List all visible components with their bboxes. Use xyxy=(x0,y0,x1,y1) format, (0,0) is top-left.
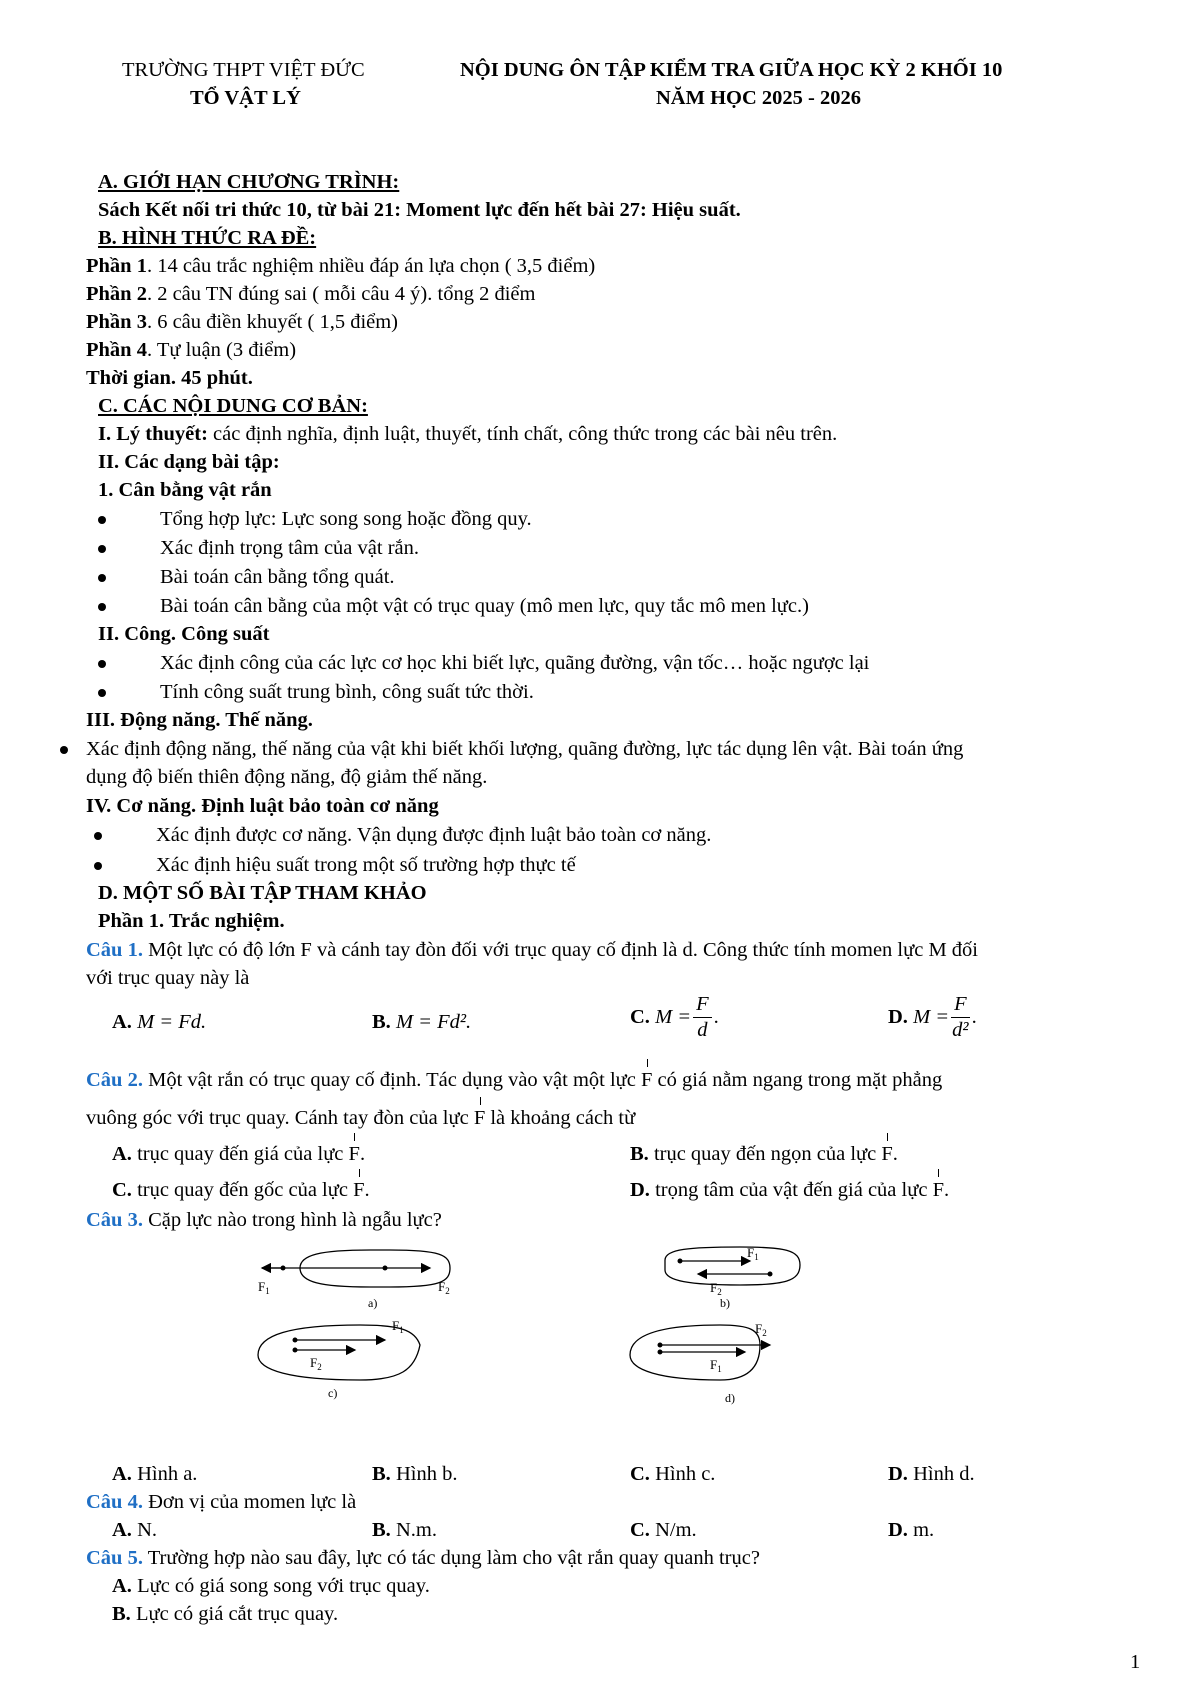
option-label: A. xyxy=(112,1575,132,1597)
denominator: d² xyxy=(952,1018,969,1041)
part1-heading: Phần 1. Trắc nghiệm. xyxy=(98,910,285,932)
question-text: Đơn vị của momen lực là xyxy=(142,1491,357,1513)
part-line xyxy=(86,310,398,335)
option-text: trục quay đến giá của lực xyxy=(131,1143,349,1165)
numerator: F xyxy=(951,994,970,1018)
option-text: trọng tâm của vật đến giá của lực xyxy=(649,1179,933,1201)
figure-label: $F_1$ xyxy=(258,1279,270,1296)
option-a xyxy=(112,1010,206,1035)
question-text: có giá nằm ngang trong mặt phẳng xyxy=(652,1069,943,1091)
list-item xyxy=(98,680,106,705)
figure-label: $F_1$ xyxy=(747,1245,759,1262)
bullet-icon xyxy=(94,862,102,870)
option-label: D. xyxy=(630,1179,650,1201)
bullet-icon xyxy=(98,660,106,668)
question-4 xyxy=(86,1490,356,1515)
option-c: C. M = $\frac{F}{d}$ . xyxy=(630,993,719,1041)
option-label: D. xyxy=(888,1463,908,1485)
list-item xyxy=(98,651,106,676)
list-item-text: Tổng hợp lực: Lực song song hoặc đồng quy. xyxy=(160,508,532,530)
part-line xyxy=(86,254,595,279)
section-a-heading: A. GIỚI HẠN CHƯƠNG TRÌNH: xyxy=(98,171,400,193)
punct: . xyxy=(943,1179,950,1201)
option-text: N/m. xyxy=(649,1519,697,1541)
list-item-text: Xác định động năng, thế năng của vật khi biết khối lượng, quãng đường, lực tác dụng lên vật. Bài toán ứng xyxy=(86,738,964,760)
figure-label: $F_1$ xyxy=(392,1318,404,1335)
page-number: 1 xyxy=(1130,1651,1141,1673)
group-2-heading: II. Công. Công suất xyxy=(98,623,270,645)
option-label: B. xyxy=(372,1519,391,1541)
question-label: Câu 4. xyxy=(86,1491,143,1513)
part-text: . 2 câu TN đúng sai ( mỗi câu 4 ý). tổng 2 điểm xyxy=(146,283,536,305)
question-label: Câu 5. xyxy=(86,1547,143,1569)
section-a-text: Sách Kết nối tri thức 10, từ bài 21: Moment lực đến hết bài 27: Hiệu suất. xyxy=(98,199,741,221)
question-1 xyxy=(86,938,978,963)
part-line xyxy=(86,338,296,363)
option-label: B. xyxy=(112,1603,131,1625)
force-vector: F xyxy=(348,1143,360,1165)
exam-time: Thời gian. 45 phút. xyxy=(86,367,253,389)
figure-label: $F_1$ xyxy=(710,1357,722,1374)
bullet-icon xyxy=(98,574,106,582)
question-text: Một lực có độ lớn F và cánh tay đòn đối với trục quay cố định là d. Công thức tính momen lực M đối xyxy=(142,939,979,961)
bullet-icon xyxy=(94,832,102,840)
question-label: Câu 3. xyxy=(86,1209,143,1231)
option-label: A. xyxy=(112,1011,132,1033)
option-d xyxy=(888,1518,934,1543)
option-text: Lực có giá song song với trục quay. xyxy=(131,1575,430,1597)
part-text: . 14 câu trắc nghiệm nhiều đáp án lựa chọn ( 3,5 điểm) xyxy=(146,255,596,277)
theory-label: I. Lý thuyết: xyxy=(98,423,208,445)
fraction xyxy=(693,994,712,1040)
denominator: d xyxy=(697,1018,708,1041)
option-label: A. xyxy=(112,1463,132,1485)
part-line xyxy=(86,282,535,307)
option-formula: M = xyxy=(913,1005,950,1028)
bullet-icon xyxy=(60,746,68,754)
group-3-heading: III. Động năng. Thế năng. xyxy=(86,709,313,731)
question-3 xyxy=(86,1208,442,1233)
force-vector: F xyxy=(353,1179,365,1201)
group-4-heading: IV. Cơ năng. Định luật bảo toàn cơ năng xyxy=(86,795,439,817)
option-formula: M = Fd². xyxy=(395,1011,472,1033)
list-item-text: Tính công suất trung bình, công suất tức thời. xyxy=(160,681,534,703)
bullet-icon xyxy=(98,545,106,553)
option-label: D. xyxy=(888,1005,908,1028)
list-item-text: Bài toán cân bằng tổng quát. xyxy=(160,566,395,588)
doc-title: NỘI DUNG ÔN TẬP KIỂM TRA GIỮA HỌC KỲ 2 KHỐI 10 xyxy=(460,59,1003,81)
question-5 xyxy=(86,1546,760,1571)
punct: . xyxy=(892,1143,898,1165)
part-text: . Tự luận (3 điểm) xyxy=(146,339,297,361)
list-item-text: Xác định trọng tâm của vật rắn. xyxy=(160,537,420,559)
option-c xyxy=(630,1518,697,1543)
figure-caption: a) xyxy=(368,1296,378,1310)
fraction xyxy=(951,994,970,1040)
option-text: trục quay đến ngọn của lực xyxy=(648,1143,882,1165)
option-a xyxy=(112,1574,430,1599)
option-label: A. xyxy=(112,1519,132,1541)
part-label: Phần 4 xyxy=(86,339,147,361)
question-text: Một vật rắn có trục quay cố định. Tác dụng vào vật một lực xyxy=(142,1069,642,1091)
list-item xyxy=(98,594,106,619)
question-text: là khoảng cách từ xyxy=(485,1107,636,1129)
part-label: Phần 3 xyxy=(86,311,147,333)
figure-label: $F_2$ xyxy=(438,1279,450,1296)
option-a xyxy=(112,1142,365,1167)
question-label: Câu 1. xyxy=(86,939,143,961)
figure-caption: c) xyxy=(328,1386,338,1400)
option-b xyxy=(372,1010,471,1035)
option-a xyxy=(112,1518,157,1543)
figure-caption: d) xyxy=(725,1391,735,1405)
option-b xyxy=(372,1518,437,1543)
option-b xyxy=(112,1602,338,1627)
list-item-text: Xác định được cơ năng. Vận dụng được định luật bảo toàn cơ năng. xyxy=(156,824,712,846)
force-vector: F xyxy=(641,1069,653,1091)
punct: . xyxy=(364,1179,370,1201)
force-vector: F xyxy=(881,1143,893,1165)
list-item-text: Xác định hiệu suất trong một số trường hợp thực tế xyxy=(156,854,576,876)
section-d-heading: D. MỘT SỐ BÀI TẬP THAM KHẢO xyxy=(98,882,427,904)
figure-label: $F_2$ xyxy=(710,1280,722,1297)
numerator: F xyxy=(693,994,712,1018)
list-item-text: dụng độ biến thiên động năng, độ giảm thế năng. xyxy=(86,766,488,788)
part-label: Phần 1 xyxy=(86,255,147,277)
option-text: Lực có giá cắt trục quay. xyxy=(130,1603,339,1625)
section-c-heading: C. CÁC NỘI DUNG CƠ BẢN: xyxy=(98,395,368,417)
bullet-icon xyxy=(98,603,106,611)
school-name: TRƯỜNG THPT VIỆT ĐỨC xyxy=(122,59,365,81)
option-label: B. xyxy=(372,1463,391,1485)
question-text xyxy=(86,1106,635,1131)
option-d: D. M = $\frac{F}{\text{d²}}$ . xyxy=(888,993,977,1041)
list-item xyxy=(60,737,68,762)
option-formula: M = Fd. xyxy=(137,1011,207,1033)
school-year: NĂM HỌC 2025 - 2026 xyxy=(656,87,861,109)
section-b-heading: B. HÌNH THỨC RA ĐỀ: xyxy=(98,227,317,249)
option-a xyxy=(112,1462,197,1487)
figure-caption: b) xyxy=(720,1296,730,1310)
option-d xyxy=(888,1462,975,1487)
option-label: B. xyxy=(372,1011,391,1033)
option-label: D. xyxy=(888,1519,908,1541)
question-text: vuông góc với trục quay. Cánh tay đòn của lực xyxy=(86,1107,474,1129)
part-label: Phần 2 xyxy=(86,283,147,305)
list-item xyxy=(94,823,102,848)
force-vector: F xyxy=(932,1179,944,1201)
bullet-icon xyxy=(98,689,106,697)
exercises-heading: II. Các dạng bài tập: xyxy=(98,451,280,473)
theory-line xyxy=(98,422,837,447)
option-text: trục quay đến gốc của lực xyxy=(131,1179,354,1201)
list-item xyxy=(94,853,102,878)
option-label: A. xyxy=(112,1143,132,1165)
option-label: B. xyxy=(630,1143,649,1165)
part-text: . 6 câu điền khuyết ( 1,5 điểm) xyxy=(146,311,399,333)
couple-figure xyxy=(240,1245,840,1420)
group-1-heading: 1. Cân bằng vật rắn xyxy=(98,479,272,501)
figure-label: $F_2$ xyxy=(310,1355,322,1372)
option-b xyxy=(630,1142,898,1167)
option-text: Hình b. xyxy=(390,1463,458,1485)
option-c xyxy=(630,1462,715,1487)
option-text: m. xyxy=(907,1519,935,1541)
question-text: Trường hợp nào sau đây, lực có tác dụng làm cho vật rắn quay quanh trục? xyxy=(142,1547,760,1569)
list-item xyxy=(98,507,106,532)
question-2 xyxy=(86,1068,942,1093)
option-b xyxy=(372,1462,457,1487)
option-formula: M = xyxy=(655,1005,692,1028)
option-text: Hình d. xyxy=(907,1463,975,1485)
option-text: Hình a. xyxy=(131,1463,198,1485)
option-label: C. xyxy=(630,1005,650,1028)
list-item-text: Xác định công của các lực cơ học khi biết lực, quãng đường, vận tốc… hoặc ngược lại xyxy=(160,652,870,674)
question-text: Cặp lực nào trong hình là ngẫu lực? xyxy=(142,1209,442,1231)
question-text: với trục quay này là xyxy=(86,967,250,989)
option-c xyxy=(112,1178,370,1203)
option-text: N. xyxy=(131,1519,157,1541)
list-item xyxy=(98,565,106,590)
list-item-text: Bài toán cân bằng của một vật có trục quay (mô men lực, quy tắc mô men lực.) xyxy=(160,595,809,617)
theory-text: các định nghĩa, định luật, thuyết, tính chất, công thức trong các bài nêu trên. xyxy=(207,423,838,445)
bullet-icon xyxy=(98,516,106,524)
option-text: Hình c. xyxy=(649,1463,716,1485)
option-d xyxy=(630,1178,949,1203)
department-name: TỔ VẬT LÝ xyxy=(190,87,301,109)
option-label: C. xyxy=(630,1519,650,1541)
option-label: C. xyxy=(112,1179,132,1201)
option-label: C. xyxy=(630,1463,650,1485)
force-vector: F xyxy=(473,1107,486,1129)
punct: . xyxy=(359,1143,366,1165)
figure-label: $F_2$ xyxy=(755,1321,767,1338)
list-item xyxy=(98,536,106,561)
question-label: Câu 2. xyxy=(86,1069,143,1091)
option-text: N.m. xyxy=(390,1519,437,1541)
